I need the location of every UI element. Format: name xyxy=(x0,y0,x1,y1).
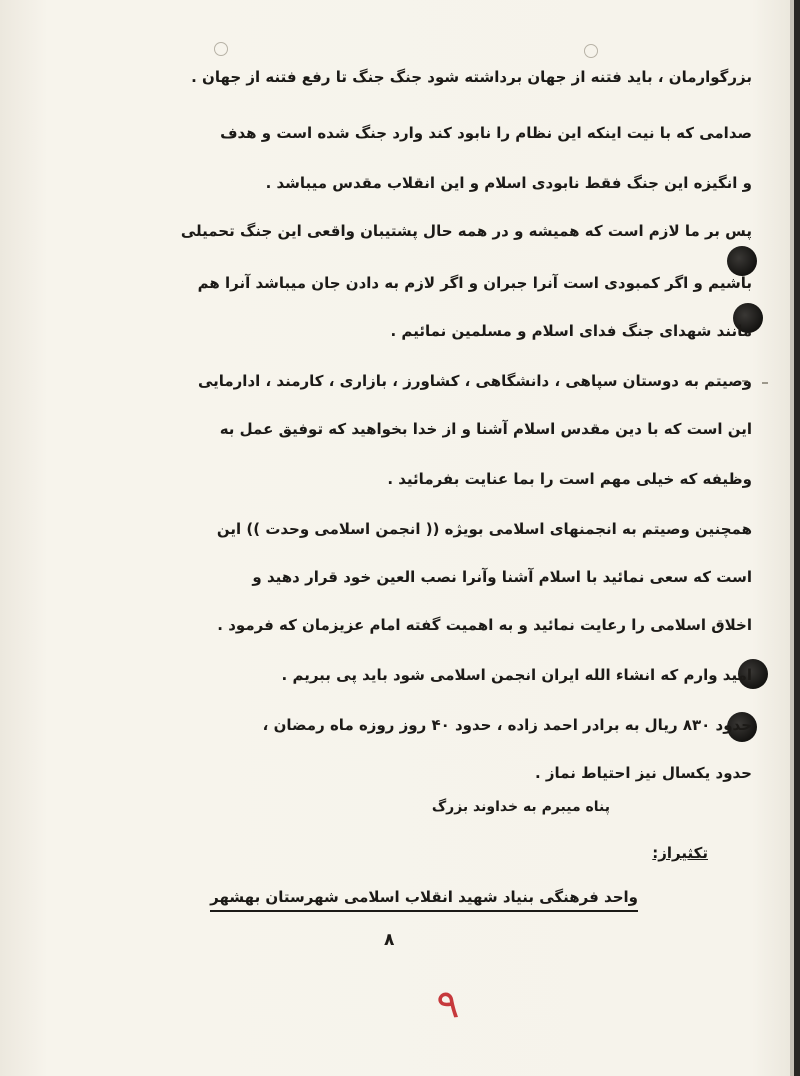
publisher-line: واحد فرهنگی بنیاد شهید انقلاب اسلامی شهرستان بهشهر xyxy=(210,886,638,912)
page-dark-edge xyxy=(794,0,800,1076)
text-line: مانند شهدای جنگ فدای اسلام و مسلمین نمائیم . xyxy=(390,322,752,340)
handwritten-page-number: ۹ xyxy=(434,981,461,1029)
text-line: امید وارم که انشاء الله ایران انجمن اسلامی شود باید پی ببریم . xyxy=(281,666,752,684)
heading-label: تکثیراز: xyxy=(652,844,708,862)
text-line: بزرگوارمان ، باید فتنه از جهان برداشته شود جنگ جنگ تا رفع فتنه از جهان . xyxy=(191,68,752,86)
text-line: حدود ۸۳۰ ریال به برادر احمد زاده ، حدود ۴۰ روز روزه ماه رمضان ، xyxy=(262,716,752,734)
faint-circle-mark xyxy=(214,42,228,56)
faint-dash-mark xyxy=(762,382,768,384)
text-line: حدود یکسال نیز احتیاط نماز . xyxy=(534,764,752,782)
text-line: صدامی که با نیت اینکه این نظام را نابود کند وارد جنگ شده است و هدف xyxy=(220,124,752,142)
text-line: است که سعی نمائید با اسلام آشنا وآنرا نصب العین خود قرار دهید و xyxy=(252,568,752,586)
faint-circle-mark xyxy=(584,44,598,58)
text-line: اخلاق اسلامی را رعایت نمائید و به اهمیت گفته امام عزیزمان که فرمود . xyxy=(217,616,752,634)
text-line: وصیتم به دوستان سپاهی ، دانشگاهی ، کشاورز ، بازاری ، کارمند ، ادارمایی xyxy=(197,372,752,390)
page-number: ۸ xyxy=(384,930,395,950)
text-line: باشیم و اگر کمبودی است آنرا جبران و اگر لازم به دادن جان میباشد آنرا هم xyxy=(197,274,752,292)
text-line: وظیفه که خیلی مهم است را بما عنایت بفرمائید . xyxy=(387,470,752,488)
text-line: پس بر ما لازم است که همیشه و در همه حال پشتیبان واقعی این جنگ تحمیلی xyxy=(180,222,752,240)
text-line: و انگیزه این جنگ فقط نابودی اسلام و این انقلاب مقدس میباشد . xyxy=(265,174,752,192)
closing-line: پناه میبرم به خداوند بزرگ xyxy=(431,799,610,815)
text-line: این است که با دین مقدس اسلام آشنا و از خدا بخواهید که توفیق عمل به xyxy=(219,420,752,438)
text-line: همچنین وصیتم به انجمنهای اسلامی بویژه (( انجمن اسلامی وحدت )) این xyxy=(216,520,752,538)
